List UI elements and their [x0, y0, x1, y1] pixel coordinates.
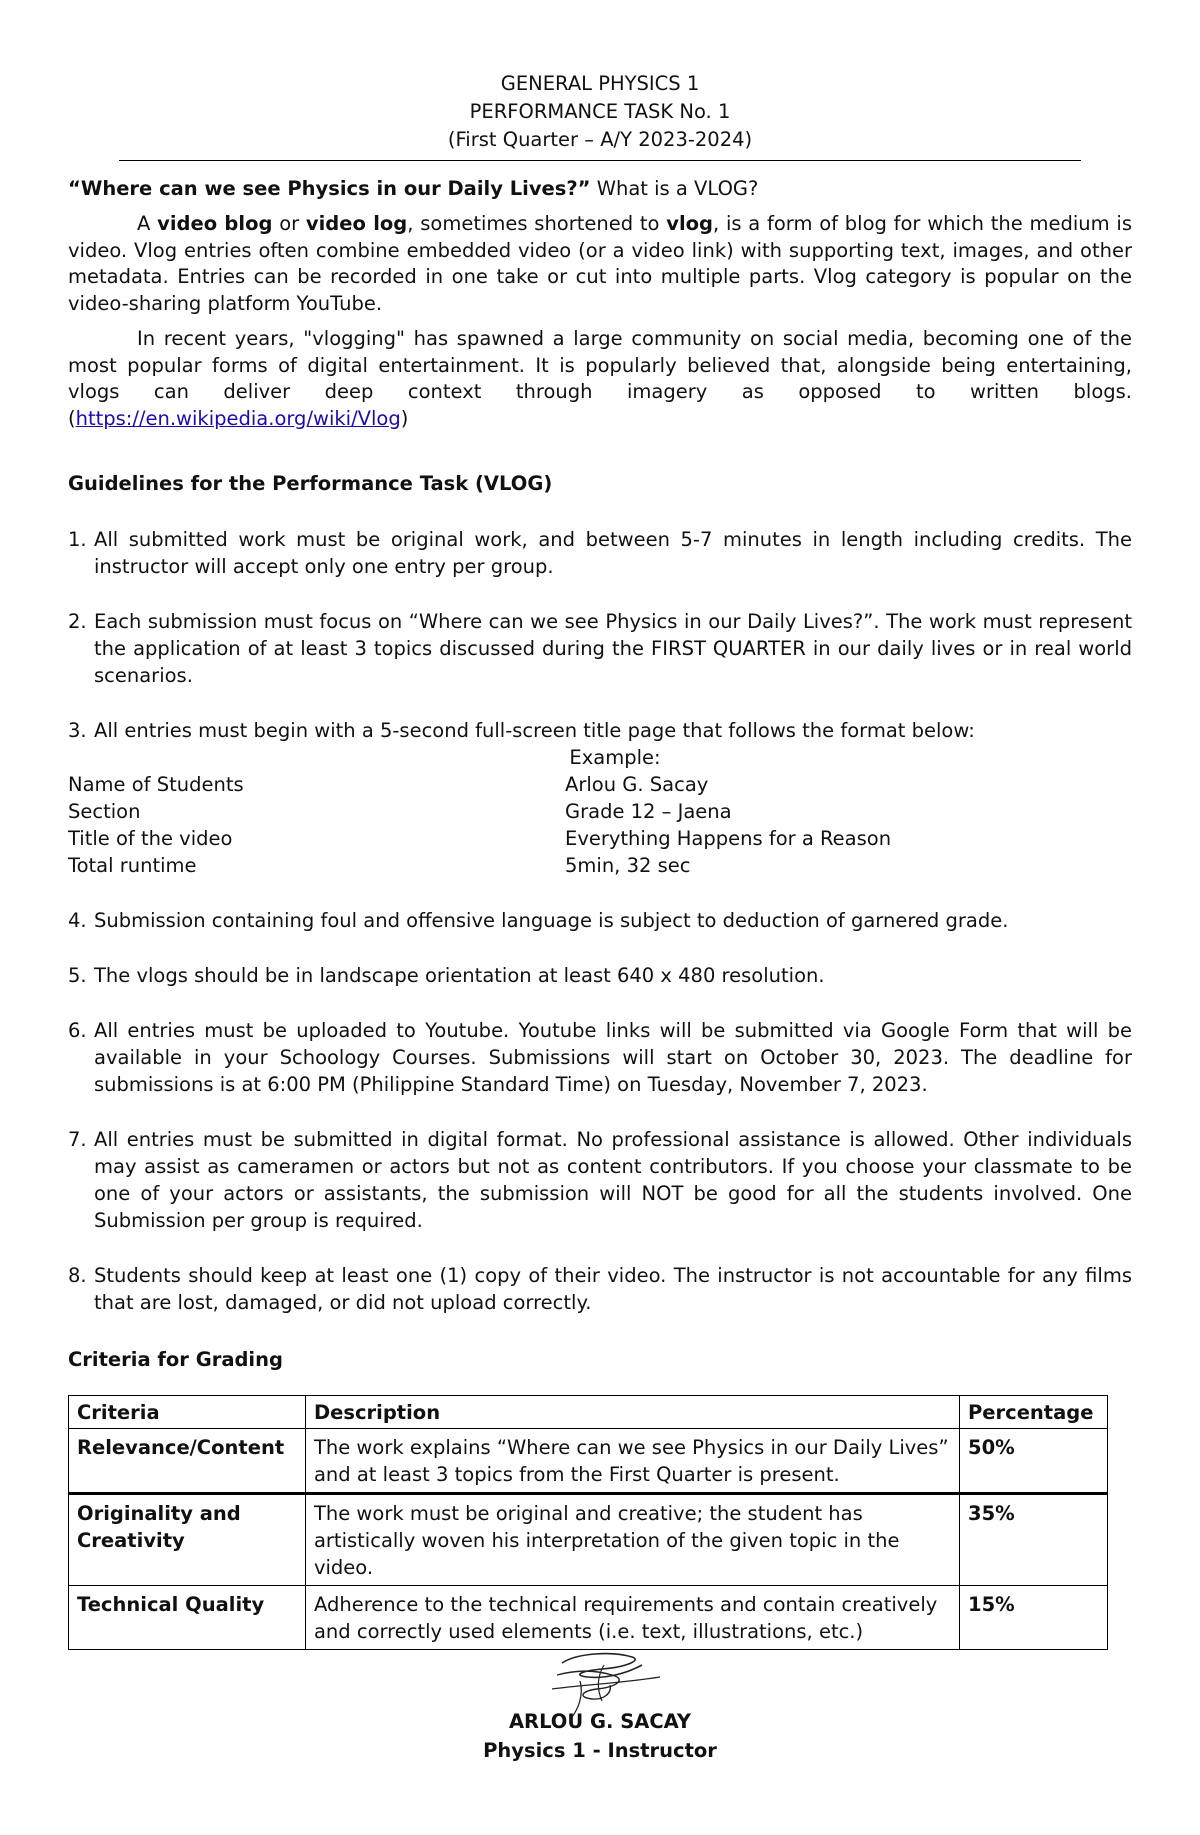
guideline-item: [68, 962, 1132, 989]
guideline-text: All entries must begin with a 5-second full-screen title page that follows the format below:: [94, 719, 975, 742]
column-header-criteria: Criteria: [69, 1396, 306, 1429]
guideline-text: All submitted work must be original work, and between 5-7 minutes in length including credits. The instructor will accept only one entry per group.: [94, 528, 1132, 578]
instructor-name: ARLOU G. SACAY: [508, 1710, 692, 1733]
example-key: Section: [68, 800, 141, 823]
guideline-item: [68, 1126, 1132, 1234]
guideline-item: [68, 608, 1132, 689]
guideline-text: Students should keep at least one (1) copy of their video. The instructor is not accountable for any films that are lost, damaged, or did not upload correctly.: [94, 1264, 1132, 1314]
guideline-number: 1.: [68, 528, 87, 551]
guideline-number: 4.: [68, 909, 87, 932]
criteria-cell: Relevance/Content: [69, 1429, 306, 1494]
example-row: [68, 771, 1132, 798]
grading-criteria-table: [68, 1395, 1108, 1650]
description-cell: The work explains “Where can we see Physics in our Daily Lives” and at least 3 topics from the First Quarter is present.: [305, 1429, 959, 1494]
guidelines-list-continued: [68, 907, 1132, 1316]
subtitle-question: “Where can we see Physics in our Daily Lives?”: [68, 177, 591, 200]
term-video-blog: video blog: [157, 212, 273, 235]
guideline-text: Each submission must focus on “Where can we see Physics in our Daily Lives?”. The work must represent the application of at least 3 topics discussed during the FIRST QUARTER in our daily lives or in real world scenarios.: [94, 610, 1132, 687]
wikipedia-link[interactable]: https://en.wikipedia.org/wiki/Vlog: [75, 406, 401, 430]
guideline-number: 5.: [68, 964, 87, 987]
table-row: [69, 1586, 1108, 1650]
guideline-number: 3.: [68, 719, 87, 742]
intro-text: In recent years, "vlogging" has spawned a large community on social media, becoming one of the most popular forms of digital entertainment. It is popularly believed that, alongside being entertaining, vlogs can deliver deep context through imagery as opposed to written blogs. (: [68, 327, 1132, 430]
example-value: 5min, 32 sec: [565, 854, 691, 877]
guideline-number: 2.: [68, 610, 87, 633]
guideline-number: 8.: [68, 1264, 87, 1287]
instructor-role: Physics 1 - Instructor: [483, 1739, 717, 1762]
table-row: [69, 1494, 1108, 1586]
percentage-cell: 15%: [960, 1586, 1108, 1650]
intro-text: ): [400, 406, 409, 430]
example-label: Example:: [569, 746, 661, 769]
intro-text: A: [137, 212, 158, 235]
guideline-text: All entries must be submitted in digital format. No professional assistance is allowed. Other individuals may assist as cameramen or actors but not as content contributors. If you choose your classmate to be one of your actors or assistants, the submission will NOT be good for all the students involved. One Submission per group is required.: [94, 1128, 1132, 1232]
intro-text: , is a form of blog for which the medium is video. Vlog entries often combine embedded video (or a video link) with supporting text, images, and other metadata. Entries can be recorded in one take or cut into multiple parts. Vlog category is popular on the video-sharing platform YouTube.: [68, 212, 1132, 315]
guideline-text: Submission containing foul and offensive language is subject to deduction of garnered grade.: [94, 909, 1009, 932]
intro-paragraph-2: [68, 326, 1132, 432]
example-key: Total runtime: [68, 854, 197, 877]
table-row: [69, 1429, 1108, 1494]
description-cell: The work must be original and creative; the student has artistically woven his interpretation of the given topic in the video.: [305, 1494, 959, 1586]
term-video-log: video log: [305, 212, 408, 235]
guideline-number: 6.: [68, 1019, 87, 1042]
description-cell: Adherence to the technical requirements and contain creatively and correctly used elements (i.e. text, illustrations, etc.): [305, 1586, 959, 1650]
header-task-title: PERFORMANCE TASK No. 1: [469, 100, 731, 123]
intro-text: , sometimes shortened to: [407, 212, 667, 235]
guideline-item: [68, 1017, 1132, 1098]
guideline-text: All entries must be uploaded to Youtube. Youtube links will be submitted via Google Form that will be available in your Schoology Courses. Submissions will start on October 30, 2023. The deadline for submissions is at 6:00 PM (Philippine Standard Time) on Tuesday, November 7, 2023.: [94, 1019, 1132, 1096]
guideline-item: [68, 717, 1132, 744]
guidelines-title: Guidelines for the Performance Task (VLOG): [68, 472, 553, 495]
header-quarter: (First Quarter – A/Y 2023-2024): [447, 128, 753, 151]
example-row: [68, 852, 1132, 879]
example-row: [68, 825, 1132, 852]
term-vlog: vlog: [666, 212, 713, 235]
header-rule: [119, 160, 1081, 161]
guideline-item: [68, 907, 1132, 934]
example-row: [68, 798, 1132, 825]
document-header: [68, 70, 1132, 154]
subtitle-vlog-question: What is a VLOG?: [590, 177, 759, 200]
guideline-item: [68, 1262, 1132, 1316]
intro-text: or: [272, 212, 306, 235]
guideline-item: [68, 526, 1132, 580]
column-header-description: Description: [305, 1396, 959, 1429]
subtitle: [68, 175, 1132, 203]
criteria-title: Criteria for Grading: [68, 1348, 283, 1371]
header-course-title: GENERAL PHYSICS 1: [500, 72, 700, 95]
guideline-number: 7.: [68, 1128, 87, 1151]
example-value: Arlou G. Sacay: [565, 773, 709, 796]
example-key: Title of the video: [68, 827, 233, 850]
criteria-cell: Technical Quality: [69, 1586, 306, 1650]
percentage-cell: 35%: [960, 1494, 1108, 1586]
document-page: [68, 70, 1132, 1650]
example-key: Name of Students: [68, 773, 244, 796]
percentage-cell: 50%: [960, 1429, 1108, 1494]
guideline-text: The vlogs should be in landscape orientation at least 640 x 480 resolution.: [94, 964, 825, 987]
title-page-example: [68, 744, 1132, 879]
guidelines-list: [68, 526, 1132, 744]
example-value: Grade 12 – Jaena: [565, 800, 732, 823]
criteria-cell: Originality and Creativity: [69, 1494, 306, 1586]
column-header-percentage: Percentage: [960, 1396, 1108, 1429]
example-value: Everything Happens for a Reason: [565, 827, 892, 850]
intro-paragraph-1: [68, 211, 1132, 317]
table-header-row: [69, 1396, 1108, 1429]
